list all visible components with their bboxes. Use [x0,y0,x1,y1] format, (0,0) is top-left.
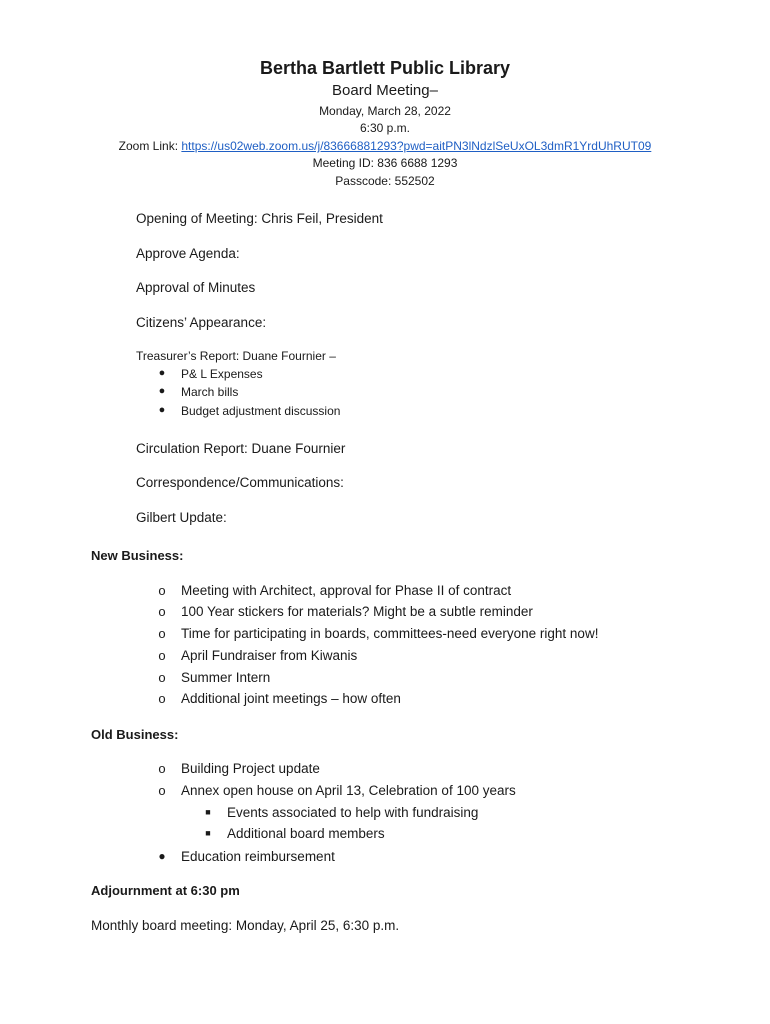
library-title: Bertha Bartlett Public Library [259,58,511,78]
square-bullet-icon: ■ [205,828,211,838]
meeting-subtitle: Board Meeting– [332,82,438,99]
meeting-time: 6:30 p.m. [359,121,411,135]
bullet-icon: ● [158,385,166,397]
meeting-date: Monday, March 28, 2022 [319,104,451,118]
zoom-link[interactable]: https://us02web.zoom.us/j/83666881293?pwd=aitPN3lNdzlSeUxOL3dmR1YrdUhRUT09 [181,139,652,153]
circle-bullet-icon: o [158,583,166,598]
agenda-approval-minutes: Approval of Minutes [136,280,256,295]
monthly-meeting-note: Monthly board meeting: Monday, April 25, 6:30 p.m. [91,918,400,933]
circle-bullet-icon: o [158,604,166,619]
old-business-heading: Old Business: [91,727,179,742]
bullet-icon: ● [158,404,166,416]
circle-bullet-icon: o [158,691,166,706]
passcode: Passcode: 552502 [335,174,435,188]
bullet-icon: ● [158,367,166,379]
agenda-approve-agenda: Approve Agenda: [136,246,240,261]
circle-bullet-icon: o [158,761,166,776]
agenda-opening: Opening of Meeting: Chris Feil, President [136,211,383,226]
agenda-treasurer: Treasurer’s Report: Duane Fournier – [136,349,336,363]
circle-bullet-icon: o [158,648,166,663]
adjournment-heading: Adjournment at 6:30 pm [91,883,240,898]
document-page: Bertha Bartlett Public Library Board Meeting– Monday, March 28, 2022 6:30 p.m. Zoom Link: https://us02web.zoom.us/j/83666881293?pwd=aitPN3lNdzlSeUxOL3dmR1YrdUhRUT09 Meeting ID: 836 6688 1293 Passcode: 552502 Opening of Meeting: Chris Feil, President Approve Agenda: Approval of Minutes Citizens’ Appearance: Treasurer’s Report: Duane Fournier – ● P& L Expenses ● March bills ● Budget adjustment discussion Circulation Report: Duane Fournier Correspondence/Communications: Gilbert Update: New Business: o Meeting with Architect, approval for Phase II of contract o 100 Year stickers for materials? Might be a subtle reminder o Time for participating in boards, committees-need everyone right now! o April Fundraiser from Kiwanis o Summer Intern o Additional joint meetings – how often Old Business: o Building Project update o Annex open house on April 13, Celebration of 100 years ■ Events associated to help with fundraising ■ Additional board members ● Education reimbursement Adjournment at 6:30 pm Monthly board meeting: Monday, April 25, 6:30 p.m. [0,0,770,1024]
agenda-correspondence: Correspondence/Communications: [136,475,344,490]
circle-bullet-icon: o [158,626,166,641]
bullet-icon: ● [158,849,166,863]
square-bullet-icon: ■ [205,807,211,817]
circle-bullet-icon: o [158,670,166,685]
meeting-id: Meeting ID: 836 6688 1293 [312,156,458,170]
agenda-gilbert: Gilbert Update: [136,510,227,525]
circle-bullet-icon: o [158,783,166,798]
agenda-circulation: Circulation Report: Duane Fournier [136,441,346,456]
agenda-citizens: Citizens’ Appearance: [136,315,267,330]
new-business-heading: New Business: [91,548,184,563]
zoom-line [0,139,770,153]
zoom-label: Zoom Link: [118,139,182,153]
